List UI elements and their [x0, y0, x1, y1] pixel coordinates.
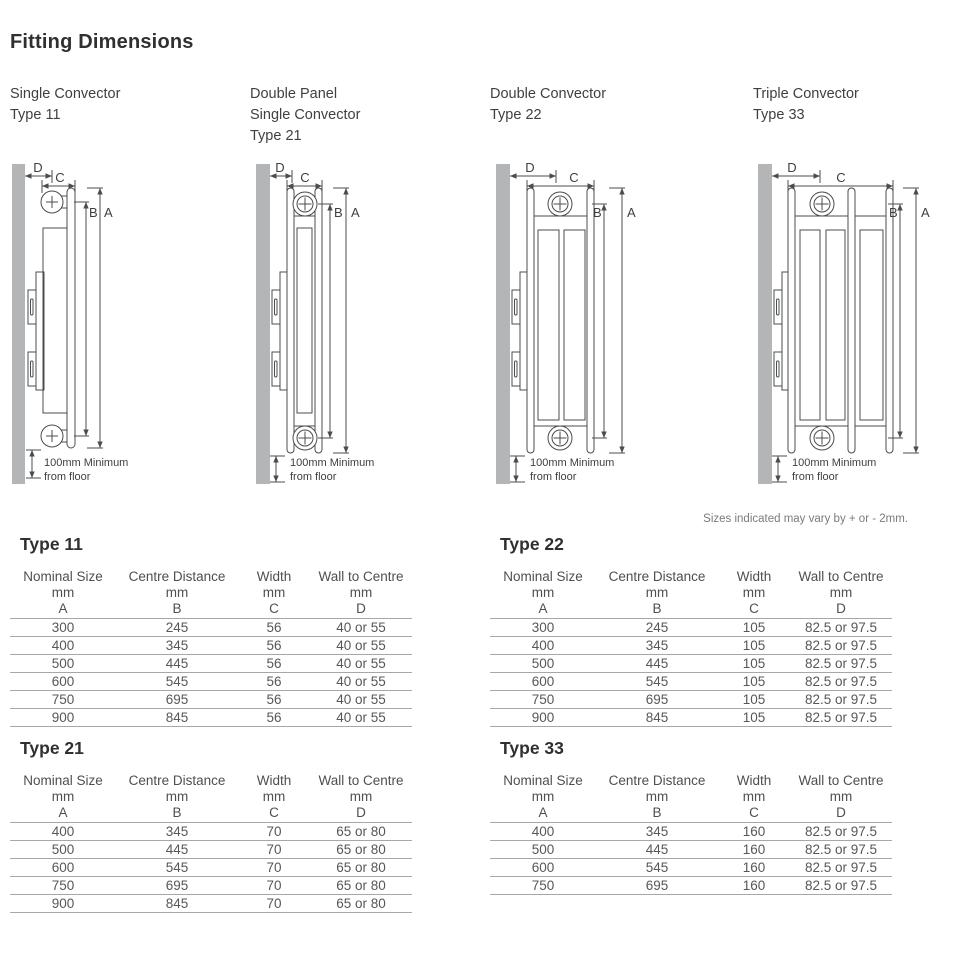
table-title: Type 33 [500, 738, 564, 758]
table-cell: 160 [718, 858, 790, 876]
dim-label-b: B [334, 205, 343, 220]
dimension-arrowhead [42, 183, 49, 188]
table-cell: 56 [238, 672, 310, 690]
table-row [490, 636, 892, 654]
dimension-arrowhead [286, 173, 293, 178]
table-header-cell: B [652, 601, 662, 617]
table-cell: 345 [596, 636, 718, 654]
table-title: Type 11 [20, 534, 83, 554]
floor-clearance-note: from floor [792, 471, 839, 483]
table-cell: 82.5 or 97.5 [790, 636, 892, 654]
table-cell: 56 [238, 690, 310, 708]
table-header-cell: Nominal Size [23, 773, 103, 788]
table-header-cell: mm [742, 584, 766, 600]
dimension-arrowhead [97, 188, 102, 195]
table-cell: 600 [10, 858, 116, 876]
dimension-arrowhead [772, 173, 779, 178]
dimension-arrowhead [29, 450, 34, 457]
table-header-cell: Width [256, 773, 292, 788]
dimension-arrowhead [913, 188, 918, 195]
wall [758, 164, 772, 484]
convector-fin [564, 230, 585, 420]
table-cell: 105 [718, 708, 790, 726]
table-row [10, 822, 412, 840]
dimension-arrowhead [550, 173, 557, 178]
table-row [490, 654, 892, 672]
dimension-arrowhead [601, 432, 606, 439]
dimension-arrowhead [29, 472, 34, 479]
dim-label-c: C [55, 170, 65, 185]
table-header-cell: Width [736, 773, 772, 788]
dimension-arrowhead [601, 204, 606, 211]
table-header-cell: C [269, 805, 279, 821]
table-cell: 105 [718, 672, 790, 690]
table-cell: 40 or 55 [310, 690, 412, 708]
table-cell: 40 or 55 [310, 654, 412, 672]
dim-label-c: C [569, 170, 579, 185]
table-cell: 105 [718, 654, 790, 672]
table-header-row [10, 584, 412, 600]
convector-fin [43, 228, 67, 413]
wall-bracket-slot [515, 361, 518, 377]
table-block-type22 [490, 530, 892, 727]
table-header-cell: A [58, 601, 68, 617]
dimension-arrowhead [510, 173, 517, 178]
table-header-row [10, 565, 412, 584]
table-header-cell: Wall to Centre [318, 569, 404, 584]
table-cell: 900 [10, 894, 116, 912]
table-header-row [10, 804, 412, 822]
table-cell: 400 [10, 822, 116, 840]
dimension-table-type11 [10, 565, 412, 727]
dimension-table-type22 [490, 565, 892, 727]
variant-header-line: Type 33 [753, 107, 805, 123]
table-cell: 695 [116, 690, 238, 708]
radiator-panel [67, 188, 75, 448]
table-cell: 82.5 or 97.5 [790, 618, 892, 636]
dim-label-b: B [89, 205, 98, 220]
dim-label-d: D [787, 160, 797, 175]
table-row [490, 858, 892, 876]
radiator-diagram-type22 [490, 160, 722, 492]
table-header-cell: B [172, 601, 182, 617]
table-cell: 695 [596, 690, 718, 708]
dimension-arrowhead [619, 447, 624, 454]
dimension-arrowhead [775, 476, 780, 483]
table-header-cell: Width [256, 569, 292, 584]
table-cell: 300 [10, 618, 116, 636]
floor-clearance-note: 100mm Minimum [290, 457, 375, 469]
table-block-type21 [10, 734, 412, 913]
table-header-cell: mm [262, 788, 286, 804]
table-header-cell: D [836, 601, 846, 617]
table-cell: 105 [718, 636, 790, 654]
dimension-arrowhead [273, 476, 278, 483]
table-header-cell: mm [531, 788, 555, 804]
dim-label-c: C [300, 170, 310, 185]
table-cell: 500 [10, 840, 116, 858]
table-header-cell: Nominal Size [23, 569, 103, 584]
table-header-cell: mm [645, 788, 669, 804]
table-header-cell: mm [829, 788, 853, 804]
floor-clearance-note: 100mm Minimum [792, 457, 877, 469]
table-cell: 65 or 80 [310, 840, 412, 858]
table-row [490, 618, 892, 636]
table-cell: 545 [116, 858, 238, 876]
table-row [10, 894, 412, 912]
dimension-table-type33 [490, 769, 892, 895]
table-header-cell: C [749, 805, 759, 821]
table-row [10, 876, 412, 894]
dimension-arrowhead [513, 456, 518, 463]
table-cell: 545 [116, 672, 238, 690]
table-cell: 40 or 55 [310, 618, 412, 636]
dimension-arrowhead [25, 173, 32, 178]
table-row [490, 708, 892, 726]
dim-label-d: D [525, 160, 535, 175]
table-row [10, 708, 412, 726]
table-header-row [10, 788, 412, 804]
table-cell: 40 or 55 [310, 636, 412, 654]
table-cell: 845 [116, 708, 238, 726]
table-header-row [10, 600, 412, 618]
table-cell: 105 [718, 690, 790, 708]
wall [256, 164, 270, 484]
table-cell: 600 [490, 858, 596, 876]
table-header-row [490, 769, 892, 788]
table-header-cell: A [538, 805, 548, 821]
table-cell: 500 [490, 840, 596, 858]
table-row [10, 672, 412, 690]
radiator-panel [315, 188, 322, 453]
wall-bracket-slot [275, 299, 278, 315]
table-cell: 70 [238, 858, 310, 876]
table-cell: 345 [116, 636, 238, 654]
wall [496, 164, 510, 484]
table-cell: 695 [596, 876, 718, 894]
table-cell: 160 [718, 822, 790, 840]
table-header-cell: B [172, 805, 182, 821]
table-cell: 400 [490, 822, 596, 840]
floor-clearance-note: 100mm Minimum [44, 457, 129, 469]
table-cell: 82.5 or 97.5 [790, 822, 892, 840]
table-cell: 750 [490, 690, 596, 708]
table-header-cell: C [269, 601, 279, 617]
table-header-cell: Centre Distance [608, 773, 706, 788]
table-cell: 56 [238, 654, 310, 672]
table-header-row [490, 565, 892, 584]
table-title: Type 21 [20, 738, 84, 758]
variant-header-line: Double Convector [490, 86, 607, 102]
table-header-row [490, 788, 892, 804]
table-row [490, 822, 892, 840]
table-cell: 600 [490, 672, 596, 690]
table-row [10, 858, 412, 876]
table-header-cell: mm [51, 584, 75, 600]
variant-header-type11 [10, 84, 120, 126]
table-cell: 345 [116, 822, 238, 840]
dimension-arrowhead [46, 173, 53, 178]
table-header-cell: mm [165, 788, 189, 804]
table-header-cell: mm [645, 584, 669, 600]
table-cell: 65 or 80 [310, 822, 412, 840]
table-row [10, 840, 412, 858]
dim-label-a: A [627, 205, 636, 220]
table-row [490, 840, 892, 858]
table-cell: 65 or 80 [310, 894, 412, 912]
table-cell: 40 or 55 [310, 672, 412, 690]
table-cell: 500 [490, 654, 596, 672]
table-cell: 82.5 or 97.5 [790, 654, 892, 672]
table-cell: 400 [10, 636, 116, 654]
table-cell: 400 [490, 636, 596, 654]
table-row [490, 672, 892, 690]
table-cell: 65 or 80 [310, 858, 412, 876]
convector-fin [860, 230, 883, 420]
radiator-panel [527, 188, 534, 453]
table-cell: 600 [10, 672, 116, 690]
table-header-cell: mm [531, 584, 555, 600]
dim-label-b: B [593, 205, 602, 220]
table-cell: 345 [596, 822, 718, 840]
wall-bracket-slot [777, 361, 780, 377]
dimension-arrowhead [897, 432, 902, 439]
table-header-cell: Centre Distance [128, 773, 226, 788]
floor-clearance-note: from floor [290, 471, 337, 483]
table-header-cell: B [652, 805, 662, 821]
floor-clearance-note: 100mm Minimum [530, 457, 615, 469]
table-cell: 82.5 or 97.5 [790, 672, 892, 690]
table-row [10, 690, 412, 708]
variant-header-line: Type 21 [250, 128, 302, 144]
table-row [10, 636, 412, 654]
radiator-diagram-type21 [250, 160, 482, 492]
wall [12, 164, 25, 484]
radiator-panel [287, 188, 294, 453]
dimension-arrowhead [513, 476, 518, 483]
dim-label-a: A [351, 205, 360, 220]
variant-header-type21 [250, 84, 360, 147]
table-cell: 445 [596, 840, 718, 858]
table-cell: 445 [116, 654, 238, 672]
dim-label-b: B [889, 205, 898, 220]
table-cell: 40 or 55 [310, 708, 412, 726]
table-block-type11 [10, 530, 412, 727]
table-header-cell: mm [742, 788, 766, 804]
convector-fin [800, 230, 820, 420]
wall-bracket-slot [515, 299, 518, 315]
table-cell: 750 [10, 876, 116, 894]
dimension-table-type21 [10, 769, 412, 913]
table-header-row [490, 600, 892, 618]
convector-fin [297, 228, 312, 413]
table-header-cell: C [749, 601, 759, 617]
variant-header-line: Type 22 [490, 107, 542, 123]
dimension-arrowhead [814, 173, 821, 178]
wall-bracket-slot [275, 361, 278, 377]
table-row [10, 654, 412, 672]
table-header-cell: Centre Distance [128, 569, 226, 584]
table-cell: 245 [596, 618, 718, 636]
table-header-row [490, 804, 892, 822]
radiator-panel [587, 188, 594, 453]
table-header-cell: mm [51, 788, 75, 804]
dimension-arrowhead [273, 456, 278, 463]
table-cell: 900 [10, 708, 116, 726]
table-header-cell: mm [349, 584, 373, 600]
table-cell: 56 [238, 636, 310, 654]
table-cell: 160 [718, 876, 790, 894]
table-header-cell: mm [829, 584, 853, 600]
table-cell: 82.5 or 97.5 [790, 708, 892, 726]
wall-bracket-slot [777, 299, 780, 315]
table-cell: 70 [238, 822, 310, 840]
table-header-cell: mm [262, 584, 286, 600]
dimension-arrowhead [343, 188, 348, 195]
variant-header-line: Single Convector [250, 107, 361, 123]
table-cell: 445 [596, 654, 718, 672]
table-cell: 695 [116, 876, 238, 894]
table-cell: 70 [238, 894, 310, 912]
table-cell: 70 [238, 840, 310, 858]
dimension-arrowhead [619, 188, 624, 195]
dimension-arrowhead [913, 447, 918, 454]
table-block-type33 [490, 734, 892, 895]
table-cell: 900 [490, 708, 596, 726]
table-header-cell: Wall to Centre [798, 773, 884, 788]
table-header-row [10, 769, 412, 788]
variant-header-line: Single Convector [10, 86, 121, 102]
table-cell: 160 [718, 840, 790, 858]
table-header-cell: D [356, 805, 366, 821]
table-row [490, 876, 892, 894]
radiator-panel [886, 188, 893, 453]
dimension-arrowhead [83, 430, 88, 437]
dim-label-a: A [921, 205, 930, 220]
variant-header-type33 [753, 84, 859, 126]
table-cell: 245 [116, 618, 238, 636]
table-cell: 750 [10, 690, 116, 708]
convector-fin [826, 230, 845, 420]
table-cell: 82.5 or 97.5 [790, 690, 892, 708]
table-cell: 300 [490, 618, 596, 636]
radiator-panel [788, 188, 795, 453]
dim-label-d: D [275, 160, 285, 175]
dimension-arrowhead [775, 456, 780, 463]
dimension-arrowhead [327, 204, 332, 211]
table-row [490, 690, 892, 708]
page-title: Fitting Dimensions [10, 31, 194, 53]
table-header-row [490, 584, 892, 600]
floor-clearance-note: from floor [530, 471, 577, 483]
table-cell: 545 [596, 672, 718, 690]
radiator-panel [848, 188, 855, 453]
table-header-cell: Wall to Centre [318, 773, 404, 788]
table-row [10, 618, 412, 636]
table-header-cell: Centre Distance [608, 569, 706, 584]
table-cell: 82.5 or 97.5 [790, 876, 892, 894]
dim-label-d: D [33, 160, 43, 175]
table-cell: 56 [238, 618, 310, 636]
table-header-cell: mm [349, 788, 373, 804]
table-header-cell: D [836, 805, 846, 821]
variant-header-type22 [490, 84, 606, 126]
table-header-cell: mm [165, 584, 189, 600]
wall-bracket-slot [31, 361, 34, 377]
table-cell: 70 [238, 876, 310, 894]
dim-label-c: C [836, 170, 846, 185]
variant-header-line: Type 11 [10, 107, 61, 123]
table-header-cell: Wall to Centre [798, 569, 884, 584]
dimension-arrowhead [97, 442, 102, 449]
table-cell: 82.5 or 97.5 [790, 858, 892, 876]
table-header-cell: D [356, 601, 366, 617]
tolerance-note: Sizes indicated may vary by + or - 2mm. [703, 513, 908, 525]
variant-header-line: Triple Convector [753, 86, 859, 102]
table-title: Type 22 [500, 534, 564, 554]
table-cell: 545 [596, 858, 718, 876]
table-cell: 82.5 or 97.5 [790, 840, 892, 858]
radiator-diagram-type33 [748, 160, 960, 492]
dimension-arrowhead [327, 432, 332, 439]
table-cell: 750 [490, 876, 596, 894]
dimension-arrowhead [343, 447, 348, 454]
convector-fin [538, 230, 559, 420]
table-cell: 845 [116, 894, 238, 912]
table-cell: 56 [238, 708, 310, 726]
table-cell: 500 [10, 654, 116, 672]
wall-bracket-slot [31, 299, 34, 315]
table-header-cell: A [58, 805, 68, 821]
variant-header-line: Double Panel [250, 86, 338, 102]
table-header-cell: Nominal Size [503, 569, 583, 584]
table-cell: 445 [116, 840, 238, 858]
table-header-cell: Width [736, 569, 772, 584]
table-cell: 105 [718, 618, 790, 636]
dimension-arrowhead [83, 202, 88, 209]
table-header-cell: Nominal Size [503, 773, 583, 788]
floor-clearance-note: from floor [44, 471, 91, 483]
table-cell: 845 [596, 708, 718, 726]
dim-label-a: A [104, 205, 113, 220]
table-cell: 65 or 80 [310, 876, 412, 894]
table-header-cell: A [538, 601, 548, 617]
dimension-arrowhead [897, 204, 902, 211]
radiator-diagram-type11 [10, 160, 242, 492]
